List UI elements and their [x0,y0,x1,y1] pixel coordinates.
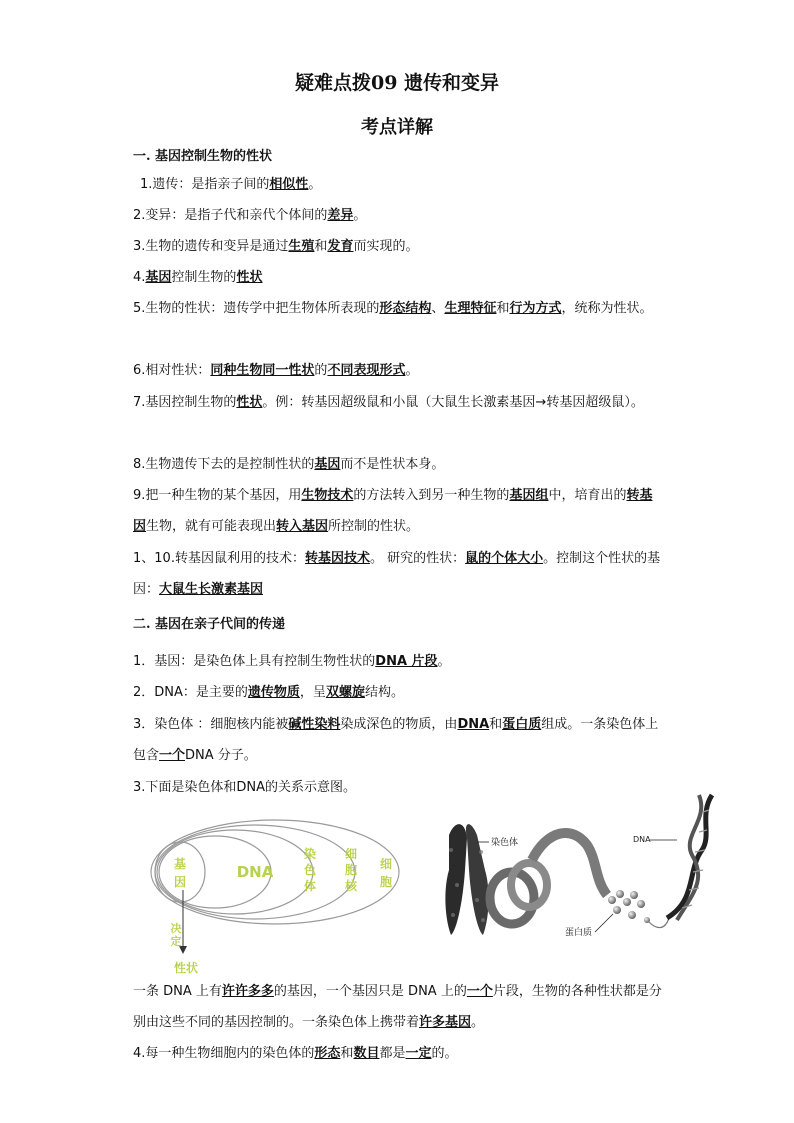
linker-dna [649,918,669,928]
label-gene-1: 基 [173,857,187,871]
chromosome-dna-illustration [437,790,717,940]
label-nucleus-1: 细 [344,847,358,861]
s2-item2: 2．DNA：是主要的遗传物质，呈双螺旋结构。 [133,685,404,700]
s1-item7: 7.基因控制生物的性状。例：转基因超级鼠和小鼠（大鼠生长激素基因→转基因超级鼠）。 [133,395,644,410]
ellipse-gene [155,842,205,902]
protein-pointer [595,914,613,932]
label-chromosome-3: 体 [303,879,317,893]
s2-item4: 3.下面是染色体和DNA的关系示意图。 [133,780,357,795]
s1-item5: 5.生物的性状：遗传学中把生物体所表现的形态结构、生理特征和行为方式，统称为性状。 [133,301,653,316]
chromosome-x-shape [445,824,488,935]
s1-item8: 8.生物遗传下去的是控制性状的基因而不是性状本身。 [133,457,445,472]
label-protein: 蛋白质 [565,928,593,938]
page-subtitle: 考点详解 [361,117,433,138]
label-nucleus-3: 核 [344,879,358,893]
s1-item3: 3.生物的遗传和变异是通过生殖和发育而实现的。 [133,239,419,254]
label-trait: 性状 [173,961,199,975]
label-chromosome-1: 染 [303,847,317,861]
label-dna: DNA [236,863,274,881]
s1-item6: 6.相对性状：同种生物同一性状的不同表现形式。 [133,363,419,378]
s1-item10: 1、10.转基因鼠利用的技术：转基因技术。 研究的性状：鼠的个体大小。控制这个性状的基因：大鼠生长激素基因 [133,551,661,597]
label-nucleus-2: 胞 [344,863,358,877]
label-chromosome-right: 染色体 [491,838,519,848]
s1-item9: 9.把一种生物的某个基因，用生物技术的方法转入到另一种生物的基因组中，培育出的转基因生物，就有可能表现出转入基因所控制的性状。 [133,488,653,534]
s2-paragraph-genes: 一条 DNA 上有许许多多的基因，一个基因只是 DNA 上的一个片段，生物的各种性状都是分别由这些不同的基因控制的。一条染色体上携带着许多基因。 [133,984,662,1030]
s1-item1: 1.遗传：是指亲子间的相似性。 [140,177,322,192]
section1-heading: 一. 基因控制生物的性状 [133,149,273,164]
s2-item4b: 4.每一种生物细胞内的染色体的形态和数目都是一定的。 [133,1046,458,1061]
s2-item3: 3．染色体 ：细胞核内能被碱性染料染成深色的物质，由DNA和蛋白质组成。一条染色体上包含一个DNA 分子。 [133,717,659,763]
label-cell-1: 细 [379,857,393,871]
label-cell-2: 胞 [379,875,393,889]
s1-item2: 2.变异：是指子代和亲代个体间的差异。 [133,208,367,223]
gene-dna-chromosome-diagram [150,812,410,977]
label-gene-2: 因 [173,875,187,889]
label-dna-right: DNA [633,835,651,844]
label-decide-2: 定 [170,935,182,948]
label-chromosome-2: 色 [303,863,317,877]
s2-item1: 1．基因：是染色体上具有控制生物性状的DNA 片段。 [133,654,451,669]
dna-double-helix [667,795,712,920]
s1-item4: 4.基因控制生物的性状 [133,270,263,285]
section2-heading: 二. 基因在亲子代间的传递 [133,617,286,632]
label-decide-1: 决 [170,922,182,935]
page-title: 疑难点拨09 遗传和变异 [294,72,500,94]
